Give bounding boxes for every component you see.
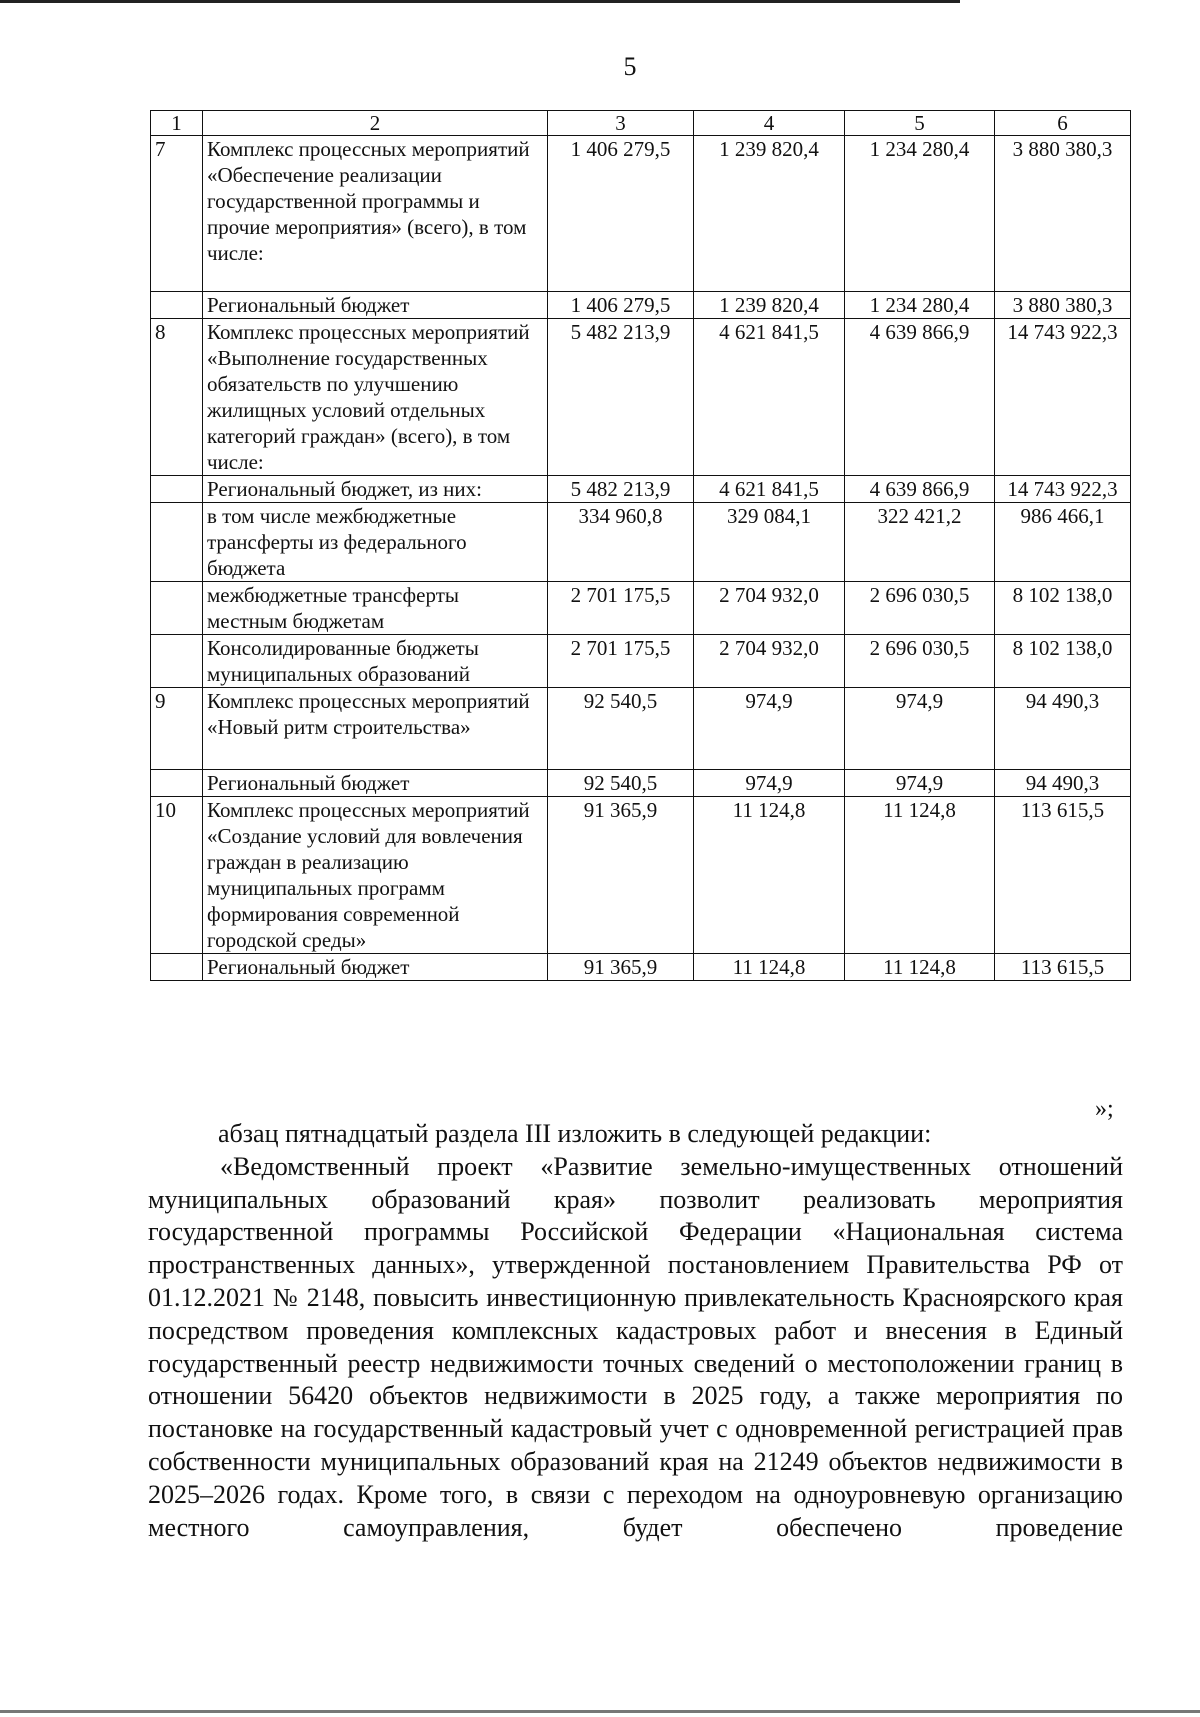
row-name-cell: межбюджетные трансферты местным бюджетам [203, 582, 548, 635]
value-cell: 1 239 820,4 [694, 292, 845, 319]
row-number-cell [151, 476, 203, 503]
row-number-cell: 9 [151, 688, 203, 770]
value-cell: 2 704 932,0 [694, 635, 845, 688]
header-cell: 4 [694, 111, 845, 136]
closing-quote: »; [1095, 1096, 1114, 1122]
value-cell: 94 490,3 [995, 770, 1131, 797]
value-cell: 113 615,5 [995, 954, 1131, 981]
value-cell: 14 743 922,3 [995, 476, 1131, 503]
value-cell: 3 880 380,3 [995, 136, 1131, 292]
value-cell: 11 124,8 [694, 797, 845, 954]
row-name-cell: Региональный бюджет [203, 770, 548, 797]
value-cell: 92 540,5 [548, 688, 694, 770]
value-cell: 1 239 820,4 [694, 136, 845, 292]
table-row [151, 136, 1131, 292]
value-cell: 113 615,5 [995, 797, 1131, 954]
value-cell: 322 421,2 [845, 503, 995, 582]
value-cell: 11 124,8 [694, 954, 845, 981]
row-number-cell: 10 [151, 797, 203, 954]
value-cell: 2 704 932,0 [694, 582, 845, 635]
page-number: 5 [623, 52, 637, 81]
value-cell: 974,9 [694, 770, 845, 797]
value-cell: 2 701 175,5 [548, 635, 694, 688]
value-cell: 2 696 030,5 [845, 582, 995, 635]
value-cell: 5 482 213,9 [548, 476, 694, 503]
header-cell: 3 [548, 111, 694, 136]
value-cell: 4 621 841,5 [694, 476, 845, 503]
value-cell: 4 639 866,9 [845, 476, 995, 503]
value-cell: 974,9 [845, 770, 995, 797]
row-name-cell: в том числе межбюджетные трансферты из федерального бюджета [203, 503, 548, 582]
row-name-cell: Региональный бюджет [203, 292, 548, 319]
row-name-cell: Комплекс процессных мероприятий «Обеспечение реализации государственной программы и прочие мероприятия» (всего), в том числе: [203, 136, 548, 292]
table-row [151, 770, 1131, 797]
header-cell: 6 [995, 111, 1131, 136]
top-scan-edge [0, 0, 960, 3]
value-cell: 4 621 841,5 [694, 319, 845, 476]
value-cell: 91 365,9 [548, 797, 694, 954]
table-header-row [151, 111, 1131, 136]
value-cell: 8 102 138,0 [995, 582, 1131, 635]
value-cell: 1 406 279,5 [548, 292, 694, 319]
value-cell: 4 639 866,9 [845, 319, 995, 476]
row-number-cell [151, 582, 203, 635]
row-name-cell: Комплекс процессных мероприятий «Создание условий для вовлечения граждан в реализацию муниципальных программ формирования современной городской среды» [203, 797, 548, 954]
value-cell: 986 466,1 [995, 503, 1131, 582]
table-row [151, 688, 1131, 770]
table-row [151, 797, 1131, 954]
table-row [151, 954, 1131, 981]
table-row [151, 476, 1131, 503]
row-name-cell: Региональный бюджет, из них: [203, 476, 548, 503]
table-row [151, 292, 1131, 319]
row-number-cell [151, 503, 203, 582]
value-cell: 8 102 138,0 [995, 635, 1131, 688]
row-number-cell [151, 770, 203, 797]
header-cell: 2 [203, 111, 548, 136]
value-cell: 334 960,8 [548, 503, 694, 582]
value-cell: 94 490,3 [995, 688, 1131, 770]
value-cell: 2 696 030,5 [845, 635, 995, 688]
row-name-cell: Региональный бюджет [203, 954, 548, 981]
row-number-cell: 8 [151, 319, 203, 476]
table-row [151, 635, 1131, 688]
row-number-cell: 7 [151, 136, 203, 292]
value-cell: 974,9 [694, 688, 845, 770]
value-cell: 329 084,1 [694, 503, 845, 582]
value-cell: 3 880 380,3 [995, 292, 1131, 319]
row-name-cell: Комплекс процессных мероприятий «Выполнение государственных обязательств по улучшению жилищных условий отдельных категорий граждан» (всего), в том числе: [203, 319, 548, 476]
row-number-cell [151, 954, 203, 981]
value-cell: 91 365,9 [548, 954, 694, 981]
table-row [151, 582, 1131, 635]
row-name-cell: Консолидированные бюджеты муниципальных образований [203, 635, 548, 688]
value-cell: 2 701 175,5 [548, 582, 694, 635]
value-cell: 974,9 [845, 688, 995, 770]
header-cell: 1 [151, 111, 203, 136]
value-cell: 11 124,8 [845, 954, 995, 981]
value-cell: 11 124,8 [845, 797, 995, 954]
row-number-cell [151, 635, 203, 688]
value-cell: 1 234 280,4 [845, 292, 995, 319]
value-cell: 92 540,5 [548, 770, 694, 797]
row-name-cell: Комплекс процессных мероприятий «Новый ритм строительства» [203, 688, 548, 770]
value-cell: 1 406 279,5 [548, 136, 694, 292]
table-row [151, 319, 1131, 476]
body-text [148, 1118, 1123, 1544]
budget-table [150, 110, 1131, 981]
paragraph: «Ведомственный проект «Развитие земельно-имущественных отношений муниципальных образований края» позволит реализовать мероприятия государственной программы Российской Федерации «Национальная система пространственных данных», утвержденной постановлением Правительства РФ от 01.12.2021 № 2148, повысить инвестиционную привлекательность Красноярского края посредством проведения комплексных кадастровых работ и внесения в Единый государственный реестр недвижимости точных сведений о местоположении границ в отношении 56420 объектов недвижимости в 2025 году, а также мероприятия по постановке на государственный кадастровый учет с одновременной регистрацией прав собственности муниципальных образований края на 21249 объектов недвижимости в 2025–2026 годах. Кроме того, в связи с переходом на одноуровневую организацию местного самоуправления, будет обеспечено проведение [148, 1151, 1123, 1542]
header-cell: 5 [845, 111, 995, 136]
bottom-scan-edge [0, 1710, 1200, 1713]
value-cell: 1 234 280,4 [845, 136, 995, 292]
value-cell: 14 743 922,3 [995, 319, 1131, 476]
paragraph: абзац пятнадцатый раздела III изложить в следующей редакции: [218, 1119, 932, 1148]
value-cell: 5 482 213,9 [548, 319, 694, 476]
table-row [151, 503, 1131, 582]
row-number-cell [151, 292, 203, 319]
